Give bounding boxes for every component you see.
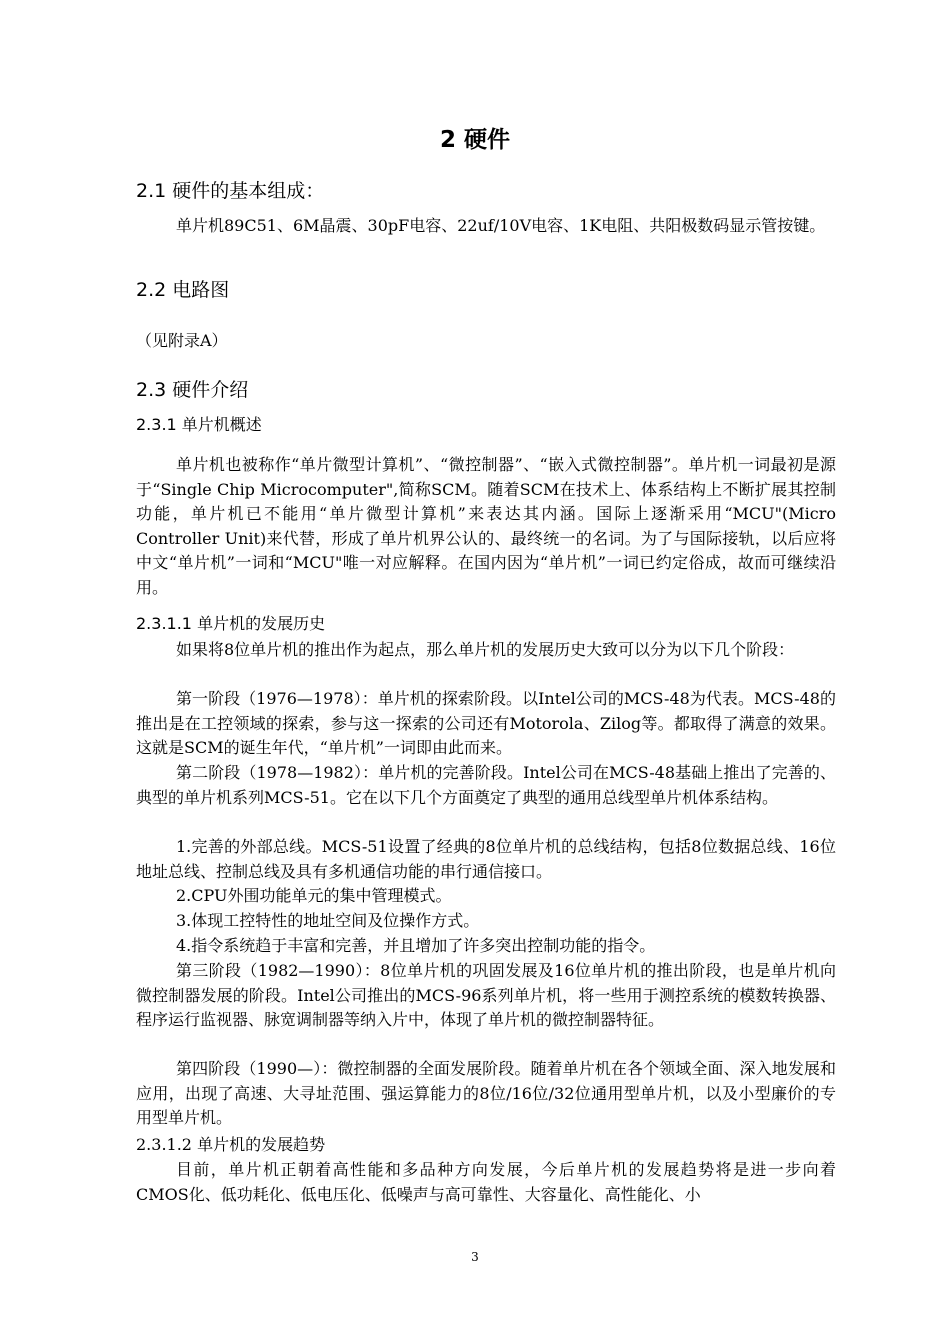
paragraph-history-intro: 如果将8位单片机的推出作为起点，那么单片机的发展历史大致可以分为以下几个阶段： xyxy=(176,640,795,659)
paragraph-feature-1: 1.完善的外部总线。MCS-51设置了经典的8位单片机的总线结构，包括8位数据总线、16位地址总线、控制总线及具有多机通信功能的串行通信接口。 xyxy=(136,837,836,881)
paragraph-development-trend: 目前，单片机正朝着高性能和多品种方向发展，今后单片机的发展趋势将是进一步向着CMOS化、低功耗化、低电压化、低噪声与高可靠性、大容量化、高性能化、小 xyxy=(136,1160,836,1204)
section-heading-2-3-1-2: 2.3.1.2 单片机的发展趋势 xyxy=(136,1135,326,1154)
paragraph-feature-3: 3.体现工控特性的地址空间及位操作方式。 xyxy=(176,911,480,930)
section-heading-2-3-1-1: 2.3.1.1 单片机的发展历史 xyxy=(136,614,326,633)
section-heading-2-3: 2.3 硬件介绍 xyxy=(136,379,249,401)
chapter-title: 2 硬件 xyxy=(439,127,510,153)
section-heading-2-1: 2.1 硬件的基本组成： xyxy=(136,180,325,202)
section-heading-2-2: 2.2 电路图 xyxy=(136,279,230,301)
paragraph-hardware-components: 单片机89C51、6M晶震、30pF电容、22uf/10V电容、1K电阻、共阳极数码显示管按键。 xyxy=(176,216,826,235)
paragraph-stage-two: 第二阶段（1978—1982）：单片机的完善阶段。Intel公司在MCS-48基础上推出了完善的、典型的单片机系列MCS-51。它在以下几个方面奠定了典型的通用总线型单片机体系结构。 xyxy=(136,763,836,807)
paragraph-stage-one: 第一阶段（1976—1978）：单片机的探索阶段。以Intel公司的MCS-48为代表。MCS-48的推出是在工控领域的探索，参与这一探索的公司还有Motorola、Zilog等。都取得了满意的效果。这就是SCM的诞生年代，“单片机”一词即由此而来。 xyxy=(136,689,836,757)
paragraph-feature-4: 4.指令系统趋于丰富和完善，并且增加了许多突出控制功能的指令。 xyxy=(176,936,656,955)
paragraph-mcu-overview: 单片机也被称作“单片微型计算机”、“微控制器”、“嵌入式微控制器”。单片机一词最初是源于“Single Chip Microcomputer",简称SCM。随着SCM在技术上、体系结构上不断扩展其控制功能，单片机已不能用“单片微型计算机”来表达其内涵。国际上逐渐采用“MCU"(Micro Controller Unit)来代替，形成了单片机界公认的、最终统一的名词。为了与国际接轨，以后应将中文“单片机”一词和“MCU"唯一对应解释。在国内因为“单片机”一词已约定俗成，故而可继续沿用。 xyxy=(136,455,836,597)
paragraph-stage-three: 第三阶段（1982—1990）：8位单片机的巩固发展及16位单片机的推出阶段，也是单片机向微控制器发展的阶段。Intel公司推出的MCS-96系列单片机，将一些用于测控系统的模数转换器、程序运行监视器、脉宽调制器等纳入片中，体现了单片机的微控制器特征。 xyxy=(136,961,836,1029)
paragraph-feature-2: 2.CPU外围功能单元的集中管理模式。 xyxy=(176,886,452,905)
page-number: 3 xyxy=(471,1250,479,1264)
section-heading-2-3-1: 2.3.1 单片机概述 xyxy=(136,415,262,434)
paragraph-appendix-reference: （见附录A） xyxy=(136,331,228,350)
paragraph-stage-four: 第四阶段（1990—）：微控制器的全面发展阶段。随着单片机在各个领域全面、深入地发展和应用，出现了高速、大寻址范围、强运算能力的8位/16位/32位通用型单片机，以及小型廉价的专用型单片机。 xyxy=(136,1059,836,1127)
